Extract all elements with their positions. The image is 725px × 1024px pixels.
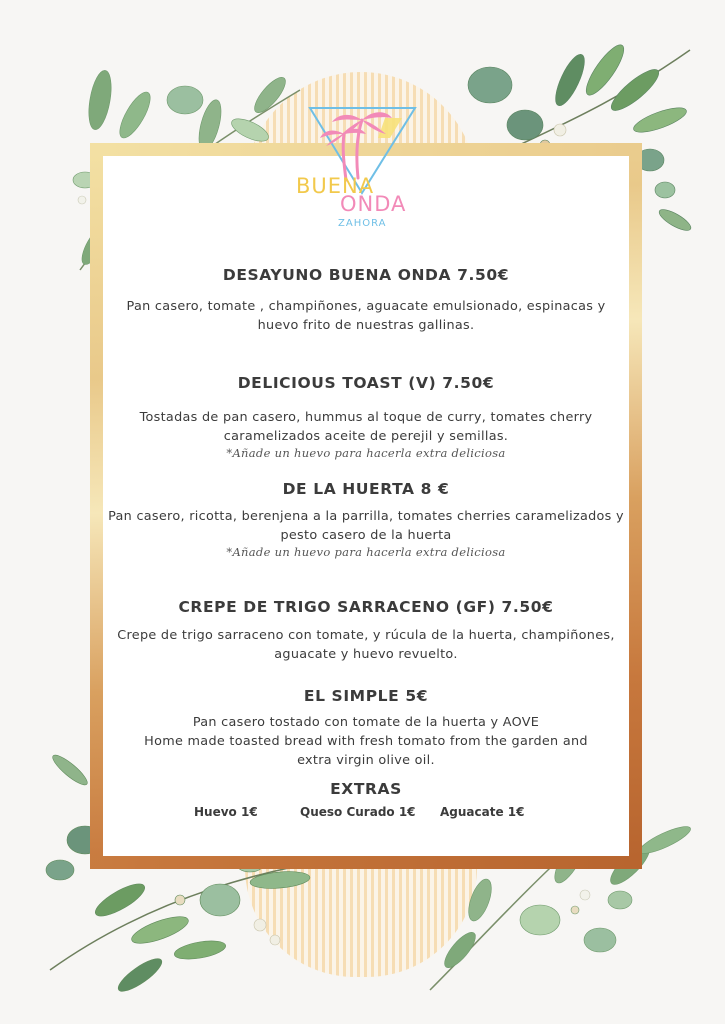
description-line: Pan casero, ricotta, berenjena a la parrilla, tomates cherries caramelizados y <box>108 509 624 524</box>
item-description <box>103 408 629 446</box>
item-note: *Añade un huevo para hacerla extra deliciosa <box>226 545 506 559</box>
description-line: Pan casero, tomate , champiñones, aguacate emulsionado, espinacas y <box>126 299 606 314</box>
description-line: extra virgin olive oil. <box>297 753 435 768</box>
description-line: Pan casero tostado con tomate de la huerta y AOVE <box>192 715 540 730</box>
item-title: DELICIOUS TOAST (V) 7.50€ <box>237 374 495 392</box>
description-line: huevo frito de nuestras gallinas. <box>257 318 475 333</box>
item-description <box>103 507 629 545</box>
description-line: Crepe de trigo sarraceno con tomate, y rúcula de la huerta, champiñones, <box>117 628 615 643</box>
item-title: CREPE DE TRIGO SARRACENO (GF) 7.50€ <box>178 598 554 616</box>
extra-option: Aguacate 1€ <box>440 805 525 819</box>
item-note: *Añade un huevo para hacerla extra deliciosa <box>226 446 506 460</box>
item-description <box>103 626 629 664</box>
logo-word-2: ONDA <box>340 192 407 216</box>
extras-title: EXTRAS <box>330 780 402 798</box>
extra-option: Queso Curado 1€ <box>300 805 416 819</box>
item-description <box>103 297 629 335</box>
logo-word-1: BUENA <box>296 174 375 198</box>
description-line: Home made toasted bread with fresh tomato from the garden and <box>144 734 588 749</box>
logo-subtitle: ZAHORA <box>338 218 387 229</box>
description-line: Tostadas de pan casero, hummus al toque de curry, tomates cherry <box>139 410 593 425</box>
item-description <box>103 713 629 770</box>
extra-option: Huevo 1€ <box>194 805 258 819</box>
item-title: EL SIMPLE 5€ <box>303 687 429 705</box>
item-title: DE LA HUERTA 8 € <box>282 480 450 498</box>
description-line: caramelizados aceite de perejil y semillas. <box>223 429 509 444</box>
item-title: DESAYUNO BUENA ONDA 7.50€ <box>222 266 510 284</box>
description-line: pesto casero de la huerta <box>280 528 452 543</box>
description-line: aguacate y huevo revuelto. <box>274 647 458 662</box>
